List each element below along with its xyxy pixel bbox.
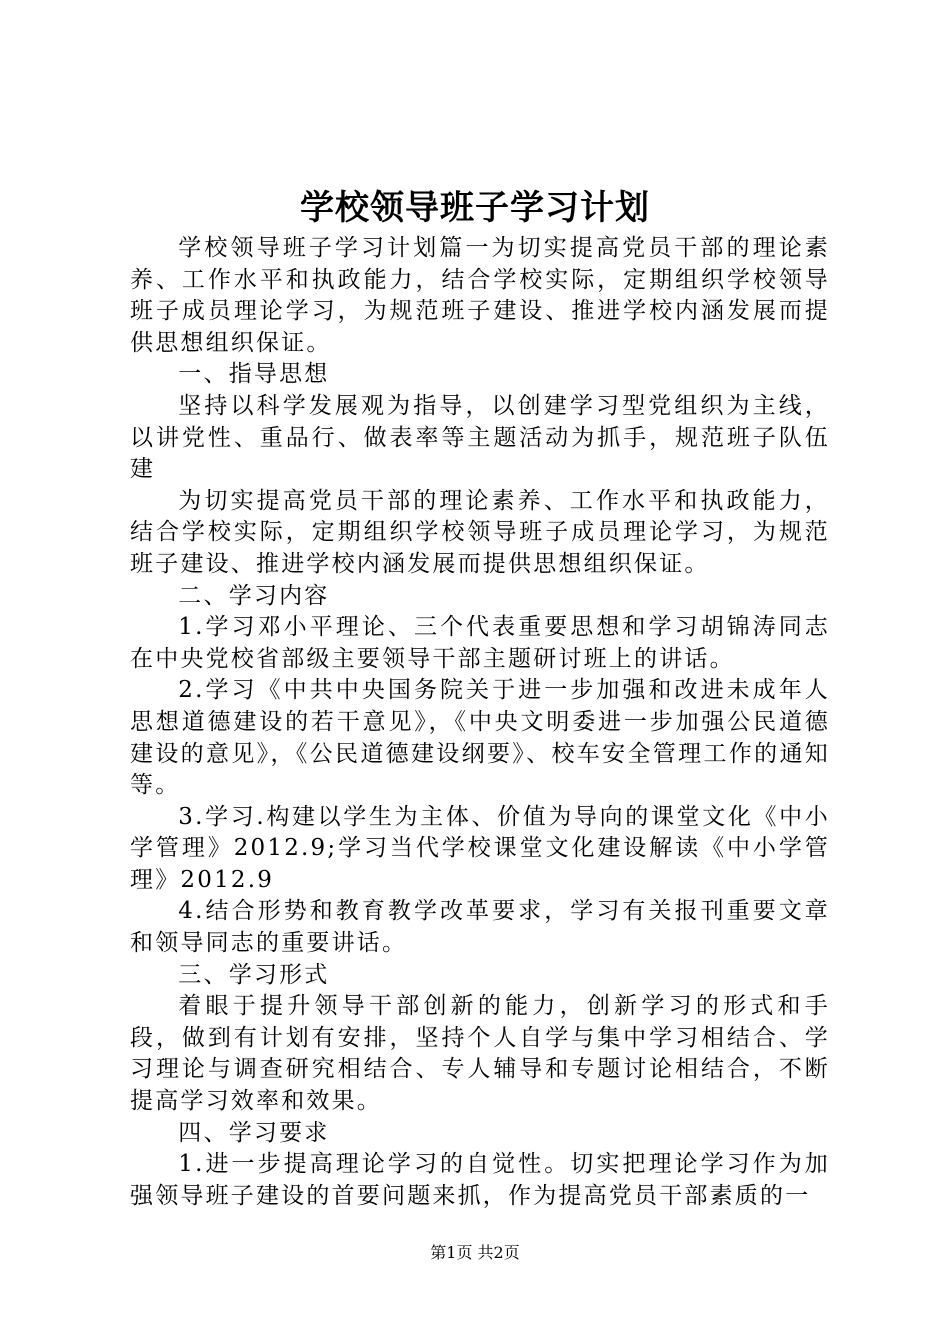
- paragraph-guiding-thought: 坚持以科学发展观为指导，以创建学习型党组织为主线，以讲党性、重品行、做表率等主题活动为抓手，规范班子队伍建: [130, 392, 830, 483]
- section-heading-guiding-thought: 一、指导思想: [178, 361, 330, 388]
- section-heading-study-form: 三、学习形式: [178, 961, 330, 988]
- paragraph-purpose: 为切实提高党员干部的理论素养、工作水平和执政能力，结合学校实际，定期组织学校领导班子成员理论学习，为规范班子建设、推进学校内涵发展而提供思想组织保证。: [130, 487, 830, 577]
- paragraph-intro: 学校领导班子学习计划篇一为切实提高党员干部的理论素养、工作水平和执政能力，结合学校实际，定期组织学校领导班子成员理论学习，为规范班子建设、推进学校内涵发展而提供思想组织保证。: [130, 235, 830, 356]
- document-body: [130, 233, 830, 1212]
- list-item-content-3: 3.学习.构建以学生为主体、价值为导向的课堂文化《中小学管理》2012.9;学习当代学校课堂文化建设解读《中小学管理》2012.9: [130, 803, 830, 893]
- list-item-content-2: 2.学习《中共中央国务院关于进一步加强和改进未成年人思想道德建设的若干意见》，《中央文明委进一步加强公民道德建设的意见》，《公民道德建设纲要》、校车安全管理工作的通知等。: [130, 677, 830, 799]
- section-heading-study-requirements: 四、学习要求: [178, 1119, 330, 1146]
- document-title: 学校领导班子学习计划: [300, 188, 650, 228]
- list-item-content-4: 4.结合形势和教育教学改革要求，学习有关报刊重要文章和领导同志的重要讲话。: [130, 898, 830, 957]
- paragraph-study-form: 着眼于提升领导干部创新的能力，创新学习的形式和手段，做到有计划有安排，坚持个人自学与集中学习相结合、学习理论与调查研究相结合、专人辅导和专题讨论相结合，不断提高学习效率和效果。: [130, 993, 830, 1115]
- list-item-content-1: 1.学习邓小平理论、三个代表重要思想和学习胡锦涛同志在中央党校省部级主要领导干部主题研讨班上的讲话。: [130, 614, 830, 672]
- page-footer: 第1页 共2页: [430, 1243, 520, 1262]
- list-item-requirement-1: 1.进一步提高理论学习的自觉性。切实把理论学习作为加强领导班子建设的首要问题来抓，作为提高党员干部素质的一: [130, 1151, 830, 1209]
- section-heading-study-content: 二、学习内容: [178, 582, 330, 609]
